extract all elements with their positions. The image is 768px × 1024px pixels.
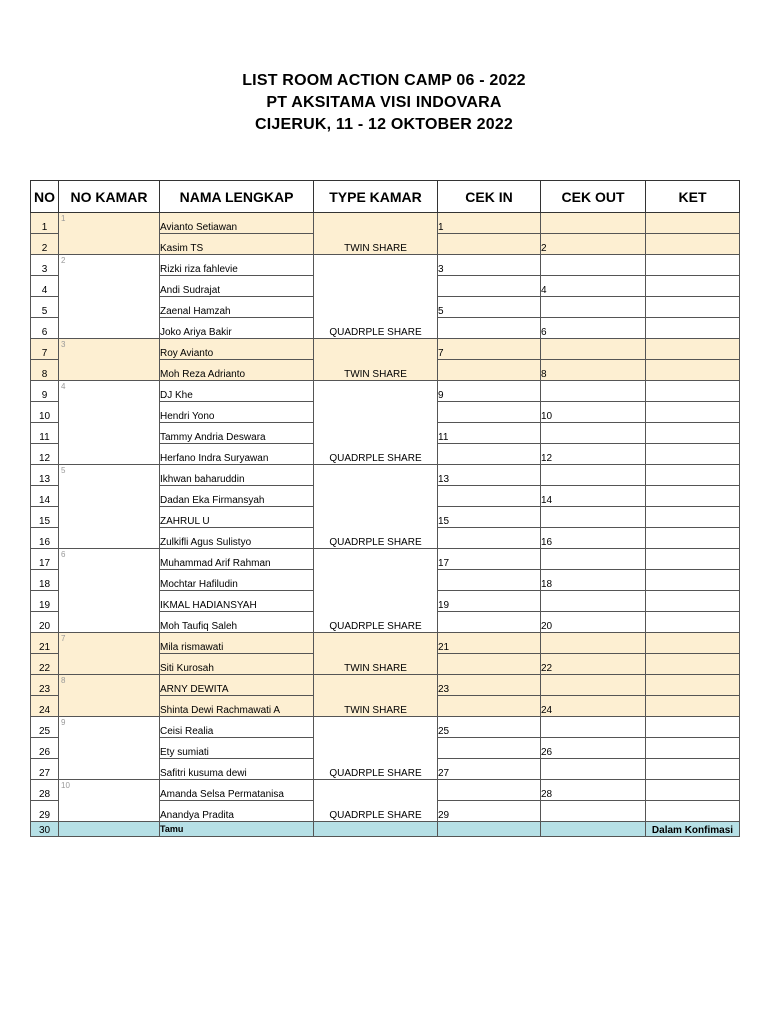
cek-out-cell: 16 [541, 528, 646, 549]
row-number: 14 [31, 486, 59, 507]
room-type: QUADRPLE SHARE [314, 549, 438, 633]
cek-in-cell [438, 738, 541, 759]
row-number: 24 [31, 696, 59, 717]
cek-out-cell: 24 [541, 696, 646, 717]
row-number: 7 [31, 339, 59, 360]
cek-out-cell [541, 759, 646, 780]
row-number: 15 [31, 507, 59, 528]
guest-name: Ceisi Realia [160, 717, 314, 738]
ket-cell [646, 591, 740, 612]
cek-out-cell [541, 423, 646, 444]
col-header-type-kamar: TYPE KAMAR [314, 181, 438, 213]
room-number-cell [59, 339, 160, 381]
cek-in-cell: 25 [438, 717, 541, 738]
row-number: 23 [31, 675, 59, 696]
room-number-cell [59, 675, 160, 717]
guest-name: Ikhwan baharuddin [160, 465, 314, 486]
guest-name: Avianto Setiawan [160, 213, 314, 234]
guest-name: ZAHRUL U [160, 507, 314, 528]
cek-in-cell: 1 [438, 213, 541, 234]
ket-cell [646, 444, 740, 465]
cek-in-cell: 15 [438, 507, 541, 528]
room-number-cell [59, 213, 160, 255]
guest-name: Joko Ariya Bakir [160, 318, 314, 339]
cek-in-cell: 17 [438, 549, 541, 570]
cek-in-cell [438, 570, 541, 591]
cek-in-cell [438, 528, 541, 549]
cek-in-cell: 11 [438, 423, 541, 444]
table-row [31, 465, 740, 486]
ket-cell [646, 654, 740, 675]
room-list-table [30, 180, 740, 837]
room-number-cell [59, 633, 160, 675]
row-number: 25 [31, 717, 59, 738]
guest-name: Zulkifli Agus Sulistyo [160, 528, 314, 549]
room-number-cell [59, 717, 160, 780]
cek-in-cell [438, 654, 541, 675]
cek-out-cell: 6 [541, 318, 646, 339]
ket-cell [646, 549, 740, 570]
guest-name: Shinta Dewi Rachmawati A [160, 696, 314, 717]
ket-cell [646, 507, 740, 528]
header-row [31, 181, 740, 213]
room-number: 8 [61, 676, 66, 685]
table-row [31, 339, 740, 360]
col-header-ket: KET [646, 181, 740, 213]
room-type [314, 822, 438, 837]
row-number: 30 [31, 822, 59, 837]
ket-cell [646, 276, 740, 297]
cek-in-cell: 27 [438, 759, 541, 780]
cek-out-cell [541, 822, 646, 837]
row-number: 6 [31, 318, 59, 339]
room-type: TWIN SHARE [314, 675, 438, 717]
ket-cell [646, 528, 740, 549]
room-number: 9 [61, 718, 66, 727]
room-type: QUADRPLE SHARE [314, 717, 438, 780]
room-type: TWIN SHARE [314, 213, 438, 255]
cek-out-cell: 4 [541, 276, 646, 297]
cek-out-cell [541, 549, 646, 570]
guest-name: Andi Sudrajat [160, 276, 314, 297]
cek-out-cell: 20 [541, 612, 646, 633]
guest-name: Dadan Eka Firmansyah [160, 486, 314, 507]
cek-out-cell [541, 633, 646, 654]
guest-name: Safitri kusuma dewi [160, 759, 314, 780]
ket-cell [646, 255, 740, 276]
cek-in-cell [438, 486, 541, 507]
row-number: 26 [31, 738, 59, 759]
room-number-cell [59, 822, 160, 837]
table-row [31, 675, 740, 696]
cek-in-cell: 19 [438, 591, 541, 612]
cek-in-cell [438, 360, 541, 381]
ket-cell [646, 633, 740, 654]
cek-in-cell: 5 [438, 297, 541, 318]
guest-name: Moh Taufiq Saleh [160, 612, 314, 633]
ket-cell [646, 465, 740, 486]
row-number: 17 [31, 549, 59, 570]
room-number: 2 [61, 256, 66, 265]
cek-out-cell: 18 [541, 570, 646, 591]
ket-cell [646, 234, 740, 255]
cek-in-cell: 7 [438, 339, 541, 360]
title-line-3: CIJERUK, 11 - 12 OKTOBER 2022 [254, 116, 514, 133]
row-number: 3 [31, 255, 59, 276]
table-row [31, 717, 740, 738]
guest-name: Mila rismawati [160, 633, 314, 654]
ket-cell [646, 738, 740, 759]
guest-name: Moh Reza Adrianto [160, 360, 314, 381]
document-title-block [0, 70, 768, 136]
cek-in-cell: 23 [438, 675, 541, 696]
cek-in-cell: 21 [438, 633, 541, 654]
ket-cell [646, 297, 740, 318]
table-body [31, 213, 740, 837]
room-type: TWIN SHARE [314, 339, 438, 381]
cek-in-cell [438, 402, 541, 423]
ket-cell: Dalam Konfimasi [646, 822, 740, 837]
col-header-cek-out: CEK OUT [541, 181, 646, 213]
room-number-cell [59, 465, 160, 549]
room-number-cell [59, 255, 160, 339]
table-row [31, 549, 740, 570]
row-number: 11 [31, 423, 59, 444]
ket-cell [646, 696, 740, 717]
room-type: QUADRPLE SHARE [314, 255, 438, 339]
cek-out-cell: 28 [541, 780, 646, 801]
cek-in-cell [438, 822, 541, 837]
guest-name: Tamu [160, 822, 314, 837]
cek-out-cell: 2 [541, 234, 646, 255]
guest-name: Hendri Yono [160, 402, 314, 423]
guest-name: Herfano Indra Suryawan [160, 444, 314, 465]
room-number-cell [59, 381, 160, 465]
ket-cell [646, 402, 740, 423]
guest-row [31, 822, 740, 837]
ket-cell [646, 360, 740, 381]
title-line-2: PT AKSITAMA VISI INDOVARA [266, 94, 502, 111]
cek-out-cell [541, 297, 646, 318]
cek-in-cell [438, 780, 541, 801]
room-type: QUADRPLE SHARE [314, 780, 438, 822]
guest-name: Mochtar Hafiludin [160, 570, 314, 591]
room-type: TWIN SHARE [314, 633, 438, 675]
row-number: 20 [31, 612, 59, 633]
row-number: 10 [31, 402, 59, 423]
room-number: 3 [61, 340, 66, 349]
room-number: 1 [61, 214, 66, 223]
row-number: 18 [31, 570, 59, 591]
cek-out-cell [541, 339, 646, 360]
row-number: 5 [31, 297, 59, 318]
ket-cell [646, 339, 740, 360]
guest-name: IKMAL HADIANSYAH [160, 591, 314, 612]
row-number: 9 [31, 381, 59, 402]
cek-out-cell: 12 [541, 444, 646, 465]
room-number: 6 [61, 550, 66, 559]
guest-name: Muhammad Arif Rahman [160, 549, 314, 570]
ket-cell [646, 213, 740, 234]
cek-in-cell [438, 444, 541, 465]
col-header-no-kamar: NO KAMAR [59, 181, 160, 213]
room-number-cell [59, 780, 160, 822]
row-number: 27 [31, 759, 59, 780]
cek-in-cell: 3 [438, 255, 541, 276]
room-number-cell [59, 549, 160, 633]
cek-out-cell [541, 213, 646, 234]
cek-out-cell [541, 465, 646, 486]
cek-out-cell: 26 [541, 738, 646, 759]
col-header-no: NO [31, 181, 59, 213]
cek-in-cell [438, 612, 541, 633]
cek-in-cell [438, 318, 541, 339]
ket-cell [646, 423, 740, 444]
cek-out-cell: 10 [541, 402, 646, 423]
cek-out-cell [541, 507, 646, 528]
guest-name: Tammy Andria Deswara [160, 423, 314, 444]
guest-name: Amanda Selsa Permatanisa [160, 780, 314, 801]
row-number: 12 [31, 444, 59, 465]
cek-out-cell: 8 [541, 360, 646, 381]
ket-cell [646, 486, 740, 507]
row-number: 28 [31, 780, 59, 801]
room-number: 5 [61, 466, 66, 475]
room-type: QUADRPLE SHARE [314, 465, 438, 549]
row-number: 21 [31, 633, 59, 654]
cek-out-cell [541, 255, 646, 276]
room-number: 7 [61, 634, 66, 643]
table-row [31, 780, 740, 801]
guest-name: Roy Avianto [160, 339, 314, 360]
table-row [31, 255, 740, 276]
row-number: 4 [31, 276, 59, 297]
ket-cell [646, 675, 740, 696]
row-number: 8 [31, 360, 59, 381]
guest-name: DJ Khe [160, 381, 314, 402]
table-row [31, 381, 740, 402]
cek-in-cell: 29 [438, 801, 541, 822]
guest-name: Siti Kurosah [160, 654, 314, 675]
ket-cell [646, 381, 740, 402]
row-number: 29 [31, 801, 59, 822]
cek-out-cell: 14 [541, 486, 646, 507]
ket-cell [646, 318, 740, 339]
col-header-nama-lengkap: NAMA LENGKAP [160, 181, 314, 213]
cek-in-cell [438, 696, 541, 717]
guest-name: Kasim TS [160, 234, 314, 255]
room-number: 10 [61, 781, 70, 790]
row-number: 16 [31, 528, 59, 549]
row-number: 22 [31, 654, 59, 675]
guest-name: Anandya Pradita [160, 801, 314, 822]
cek-in-cell: 13 [438, 465, 541, 486]
cek-out-cell [541, 381, 646, 402]
cek-in-cell: 9 [438, 381, 541, 402]
table-row [31, 633, 740, 654]
ket-cell [646, 612, 740, 633]
cek-out-cell [541, 717, 646, 738]
ket-cell [646, 759, 740, 780]
cek-in-cell [438, 276, 541, 297]
cek-out-cell [541, 675, 646, 696]
row-number: 1 [31, 213, 59, 234]
room-number: 4 [61, 382, 66, 391]
row-number: 2 [31, 234, 59, 255]
guest-name: Rizki riza fahlevie [160, 255, 314, 276]
ket-cell [646, 780, 740, 801]
ket-cell [646, 801, 740, 822]
room-type: QUADRPLE SHARE [314, 381, 438, 465]
ket-cell [646, 717, 740, 738]
guest-name: Ety sumiati [160, 738, 314, 759]
row-number: 13 [31, 465, 59, 486]
cek-out-cell [541, 801, 646, 822]
guest-name: Zaenal Hamzah [160, 297, 314, 318]
title-line-1: LIST ROOM ACTION CAMP 06 - 2022 [242, 72, 526, 89]
guest-name: ARNY DEWITA [160, 675, 314, 696]
ket-cell [646, 570, 740, 591]
row-number: 19 [31, 591, 59, 612]
col-header-cek-in: CEK IN [438, 181, 541, 213]
cek-out-cell: 22 [541, 654, 646, 675]
cek-in-cell [438, 234, 541, 255]
cek-out-cell [541, 591, 646, 612]
table-row [31, 213, 740, 234]
